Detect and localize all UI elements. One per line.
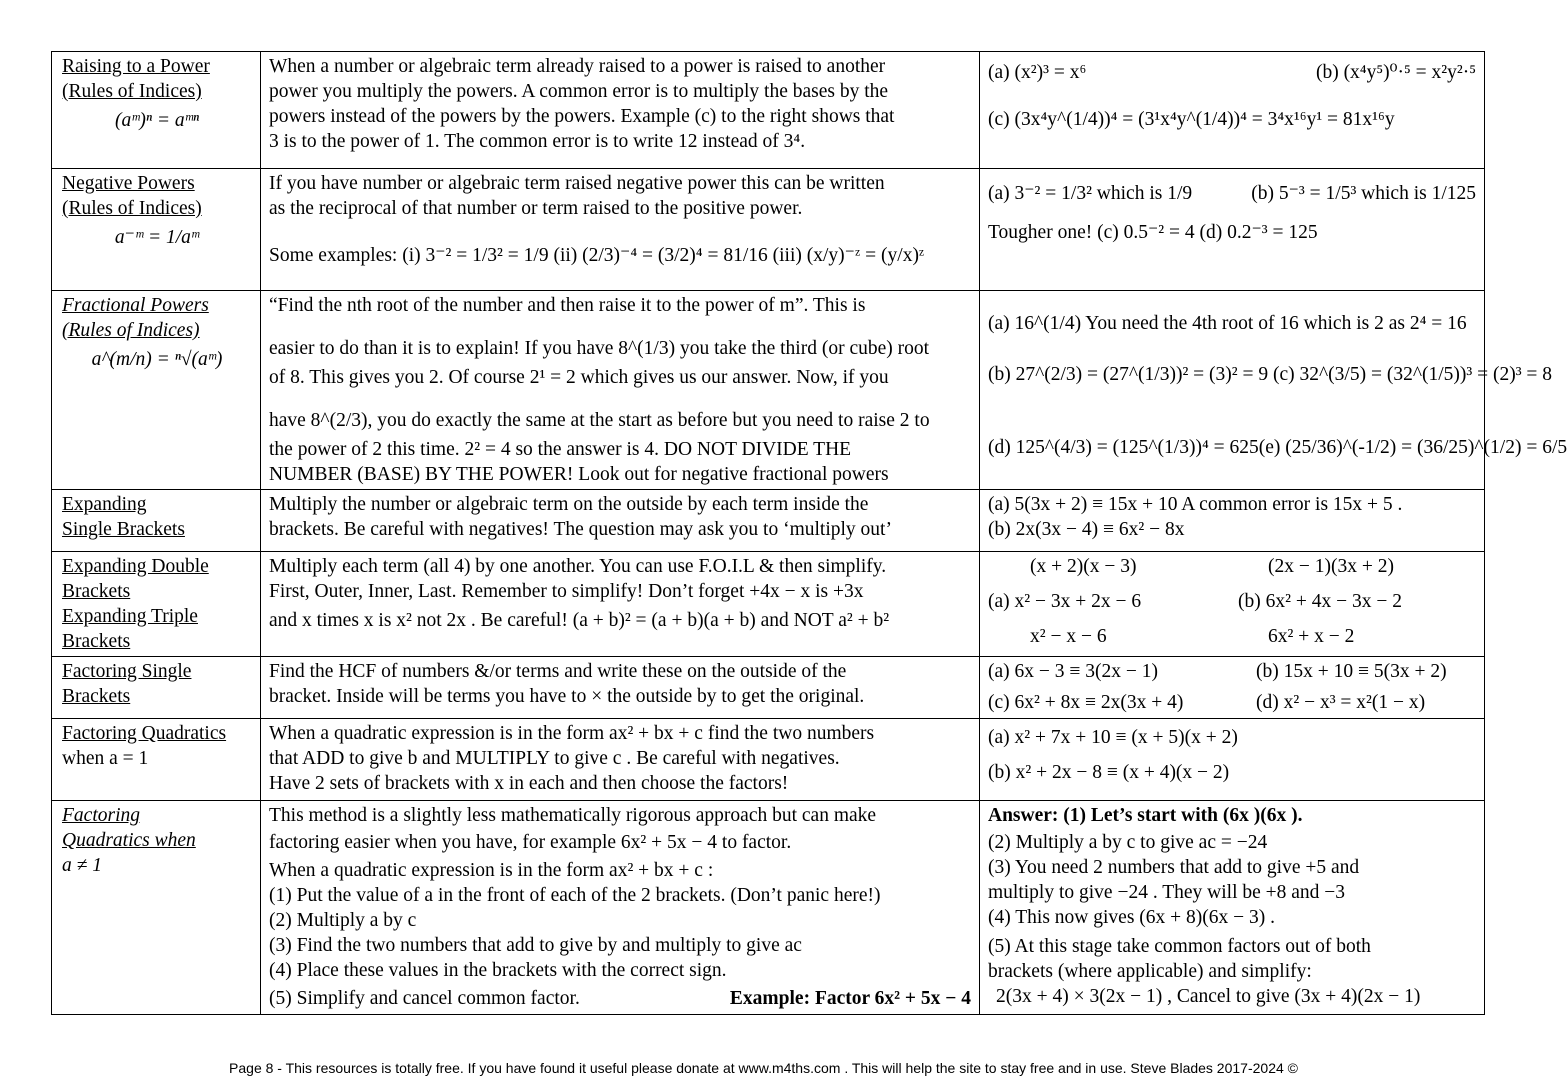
description-cell [261, 291, 980, 490]
topic-cell [52, 169, 261, 291]
example-a: (a) 16^(1/4) You need the 4th root of 16 which is 2 as 2⁴ = 16 [988, 313, 1467, 334]
example-b: (b) x² + 2x − 8 ≡ (x + 4)(x − 2) [988, 762, 1230, 783]
table-row [52, 801, 1485, 1015]
topic-cell [52, 657, 261, 719]
example-a: (a) 5(3x + 2) ≡ 15x + 10 A common error is 15x + 5 . [988, 494, 1403, 515]
table-row [52, 490, 1485, 552]
description-line: easier to do than it is to explain! If you have 8^(1/3) you take the third (or cube) root [269, 338, 930, 359]
topic-cell [52, 490, 261, 552]
example-b: (b) 2x(3x − 4) ≡ 6x² − 8x [988, 519, 1185, 540]
topic-title: Raising to a Power [62, 56, 210, 77]
description-line: When a number or algebraic term already raised to a power is raised to another [269, 56, 886, 77]
description-line: have 8^(2/3), you do exactly the same at the start as before but you need to raise 2 to [269, 410, 930, 431]
answer-step-5-cont: brackets (where applicable) and simplify: [988, 961, 1312, 982]
description-cell [261, 719, 980, 801]
example-d: (d) x² − x³ = x²(1 − x) [1256, 692, 1426, 713]
example-c: (c) (3x⁴y^(1/4))⁴ = (3¹x⁴y^(1/4))⁴ = 3⁴x¹⁶y¹ = 81x¹⁶y [988, 109, 1395, 130]
example-a-setup: (x + 2)(x − 3) [1030, 556, 1137, 577]
topic-subtitle: (Rules of Indices) [62, 81, 202, 102]
description-line: Some examples: (i) 3⁻² = 1/3² = 1/9 (ii) (2/3)⁻⁴ = (3/2)⁴ = 81/16 (iii) (x/y)⁻ᶻ = (y/x)ᶻ [269, 245, 925, 266]
example-d: (d) 125^(4/3) = (125^(1/3))⁴ = 625 [988, 437, 1259, 458]
examples-cell [980, 169, 1485, 291]
answer-step-3: (3) You need 2 numbers that add to give +5 and [988, 857, 1360, 878]
description-line: When a quadratic expression is in the form ax² + bx + c find the two numbers [269, 723, 875, 744]
description-line: (2) Multiply a by c [269, 910, 417, 931]
description-line [269, 986, 971, 1011]
examples-cell [980, 719, 1485, 801]
example-b: (b) 5⁻³ = 1/5³ which is 1/125 [1251, 183, 1476, 204]
description-cell [261, 52, 980, 169]
table-row [52, 552, 1485, 657]
example-b-result: 6x² + x − 2 [1268, 626, 1355, 647]
table-row [52, 52, 1485, 169]
example-prompt: Example: Factor 6x² + 5x − 4 [729, 988, 971, 1009]
topic-condition: a ≠ 1 [62, 855, 102, 876]
topic-title: Expanding [62, 494, 147, 515]
description-line: brackets. Be careful with negatives! The question may ask you to ‘multiply out’ [269, 519, 892, 540]
table-row [52, 719, 1485, 801]
description-cell [261, 657, 980, 719]
topic-formula: (aᵐ)ⁿ = aᵐⁿ [115, 110, 199, 131]
table-row [52, 657, 1485, 719]
example-a-result: x² − x − 6 [1030, 626, 1107, 647]
description-cell [261, 552, 980, 657]
examples-cell [980, 801, 1485, 1015]
answer-step-2: (2) Multiply a by c to give ac = −24 [988, 832, 1268, 853]
examples-cell [980, 52, 1485, 169]
description-cell [261, 490, 980, 552]
description-line: When a quadratic expression is in the form ax² + bx + c : [269, 860, 714, 881]
example-row [988, 435, 1567, 460]
description-line: Have 2 sets of brackets with x in each and then choose the factors! [269, 773, 789, 794]
step-5: (5) Simplify and cancel common factor. [269, 988, 580, 1009]
description-line: the power of 2 this time. 2² = 4 so the answer is 4. DO NOT DIVIDE THE [269, 439, 852, 460]
example-a: (a) 3⁻² = 1/3² which is 1/9 [988, 183, 1193, 204]
description-line: (4) Place these values in the brackets with the correct sign. [269, 960, 727, 981]
description-line: and x times x is x² not 2x . Be careful! (a + b)² = (a + b)(a + b) and NOT a² + b² [269, 610, 890, 631]
topic-subtitle: Single Brackets [62, 519, 185, 540]
answer-step-5: (5) At this stage take common factors out of both [988, 936, 1371, 957]
description-line: Multiply the number or algebraic term on the outside by each term inside the [269, 494, 869, 515]
topic-cell [52, 719, 261, 801]
topic-subtitle: (Rules of Indices) [62, 198, 202, 219]
rules-of-indices-table [51, 51, 1567, 1015]
answer-step-3-cont: multiply to give −24 . They will be +8 and −3 [988, 882, 1346, 903]
topic-cell [52, 801, 261, 1015]
answer-step-4: (4) This now gives (6x + 8)(6x − 3) . [988, 907, 1276, 928]
example-b-c: (b) 27^(2/3) = (27^(1/3))² = (3)² = 9 (c) 32^(3/5) = (32^(1/5))³ = (2)³ = 8 [988, 364, 1553, 385]
answer-final: 2(3x + 4) × 3(2x − 1) , Cancel to give (3x + 4)(2x − 1) [996, 986, 1421, 1007]
description-line: (1) Put the value of a in the front of each of the 2 brackets. (Don’t panic here!) [269, 885, 881, 906]
topic-formula: a^(m/n) = ⁿ√(aᵐ) [91, 349, 223, 370]
table-row [52, 169, 1485, 291]
examples-cell [980, 291, 1567, 490]
description-line: Multiply each term (all 4) by one another. You can use F.O.I.L & then simplify. [269, 556, 887, 577]
topic-title: Negative Powers [62, 173, 195, 194]
topic-cell [52, 552, 261, 657]
example-row [988, 659, 1476, 684]
examples-cell [980, 552, 1485, 657]
example-e: (e) (25/36)^(-1/2) = (36/25)^(1/2) = 6/5 [1258, 437, 1567, 458]
description-line: 3 is to the power of 1. The common error is to write 12 instead of 3⁴. [269, 131, 806, 152]
topic-formula: a⁻ᵐ = 1/aᵐ [114, 227, 200, 248]
example-row [988, 589, 1476, 614]
topic-title: Fractional Powers [62, 295, 209, 316]
example-a-expand: (a) x² − 3x + 2x − 6 [988, 591, 1142, 612]
topic-title: Factoring Quadratics [62, 723, 227, 744]
topic-cell [52, 52, 261, 169]
description-cell [261, 169, 980, 291]
page-footer: Page 8 - This resources is totally free. If you have found it useful please donate at www.m4ths.com . This will help the site to stay free and in use. Steve Blades 2017-2024 © [229, 1060, 1298, 1076]
topic-title: Expanding Triple [62, 606, 198, 627]
example-row [988, 554, 1476, 579]
topic-subtitle: Brackets [62, 686, 131, 707]
topic-title: Factoring [62, 805, 140, 826]
topic-title: Factoring Single [62, 661, 192, 682]
description-line: as the reciprocal of that number or term raised to the positive power. [269, 198, 803, 219]
topic-title-cont: Brackets [62, 631, 131, 652]
example-b: (b) 15x + 10 ≡ 5(3x + 2) [1256, 661, 1447, 682]
description-line: Find the HCF of numbers &/or terms and write these on the outside of the [269, 661, 847, 682]
example-b: (b) (x⁴y⁵)⁰·⁵ = x²y²·⁵ [1315, 62, 1476, 83]
description-line: factoring easier when you have, for example 6x² + 5x − 4 to factor. [269, 832, 792, 853]
description-line: (3) Find the two numbers that add to give by and multiply to give ac [269, 935, 802, 956]
example-b-expand: (b) 6x² + 4x − 3x − 2 [1238, 591, 1402, 612]
description-cell [261, 801, 980, 1015]
example-a: (a) x² + 7x + 10 ≡ (x + 5)(x + 2) [988, 727, 1238, 748]
table-row [52, 291, 1485, 490]
examples-cell [980, 657, 1485, 719]
topic-title-cont: Quadratics when [62, 830, 196, 851]
example-a: (a) 6x − 3 ≡ 3(2x − 1) [988, 661, 1158, 682]
example-b-setup: (2x − 1)(3x + 2) [1268, 556, 1394, 577]
description-line: of 8. This gives you 2. Of course 2¹ = 2 which gives us our answer. Now, if you [269, 367, 889, 388]
topic-title: Expanding Double [62, 556, 209, 577]
answer-step-1: Answer: (1) Let’s start with (6x )(6x ). [988, 805, 1303, 826]
example-row [988, 624, 1476, 649]
description-line: that ADD to give b and MULTIPLY to give c . Be careful with negatives. [269, 748, 840, 769]
example-row [988, 181, 1476, 206]
example-row [988, 690, 1476, 715]
description-line: bracket. Inside will be terms you have to × the outside by to get the original. [269, 686, 865, 707]
example-c: (c) 6x² + 8x ≡ 2x(3x + 4) [988, 692, 1184, 713]
examples-cell [980, 490, 1485, 552]
description-line: This method is a slightly less mathematically rigorous approach but can make [269, 805, 877, 826]
topic-subtitle: (Rules of Indices) [62, 320, 200, 341]
topic-condition: when a = 1 [62, 748, 149, 769]
topic-title-cont: Brackets [62, 581, 131, 602]
description-line: NUMBER (BASE) BY THE POWER! Look out for negative fractional powers [269, 464, 889, 485]
description-line: power you multiply the powers. A common error is to multiply the bases by the [269, 81, 889, 102]
description-line: “Find the nth root of the number and then raise it to the power of m”. This is [269, 295, 866, 316]
example-c-d: Tougher one! (c) 0.5⁻² = 4 (d) 0.2⁻³ = 125 [988, 222, 1318, 243]
description-line: First, Outer, Inner, Last. Remember to simplify! Don’t forget +4x − x is +3x [269, 581, 864, 602]
topic-cell [52, 291, 261, 490]
example-row [988, 60, 1476, 85]
example-a: (a) (x²)³ = x⁶ [988, 62, 1087, 83]
description-line: powers instead of the powers by the powers. Example (c) to the right shows that [269, 106, 895, 127]
description-line: If you have number or algebraic term raised negative power this can be written [269, 173, 885, 194]
